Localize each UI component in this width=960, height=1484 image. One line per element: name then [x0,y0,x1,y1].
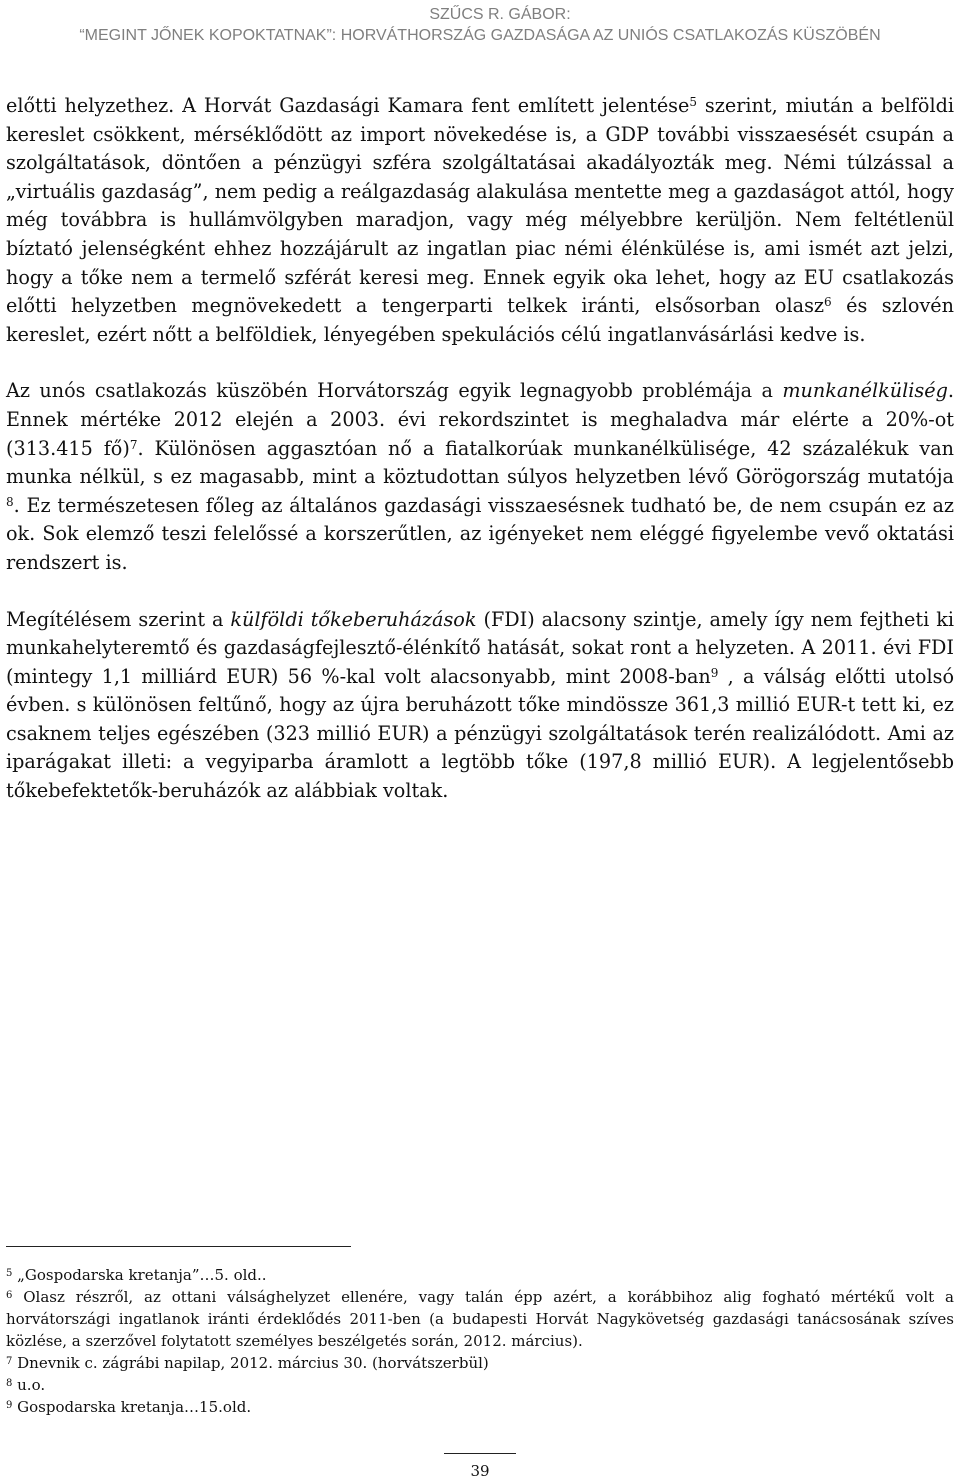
paragraph-1 [6,92,954,349]
paragraph-2 [6,377,954,577]
text-run: , a válság előtti utolsó évben. s különösen feltűnő, hogy az újra beruházott tőke mindössze 361,3 millió EUR-t tett ki, ez csaknem teljes egészében (323 millió EUR) a pénzügyi szolgáltatások terén realizálódott. Ami az iparágakat illeti: a vegyiparba áramlott a legtöbb tőke (197,8 millió EUR). A legjelentősebb tőkebefektetők-beruházók az alábbiak voltak. [6,664,954,803]
footnote-8 [6,1374,954,1396]
text-run: Az unós csatlakozás küszöbén Horvátország egyik legnagyobb problémája a [6,379,783,403]
emphasis: munkanélküliség [782,379,948,403]
footnote-text: Gospodarska kretanja…15.old. [12,1398,252,1416]
footnote-7 [6,1352,954,1374]
running-header [0,4,960,46]
footnote-ref-8: 8 [6,494,14,509]
text-run: szerint, miután a belföldi kereslet csökkent, mérséklődött az import növekedése is, a GDP további visszaesését csupán a szolgáltatások, döntően a pénzügyi szféra szolgáltatásai akadályozták meg. Némi túlzással a „virtuális gazdaság”, nem pedig a reálgazdaság alakulása mentette meg a gazdaságot attól, hogy még továbbra is hullámvölgyben maradjon, vagy még mélyebbre kerüljön. Nem feltétlenül bíztató jelenségként ehhez hozzájárult az ingatlan piac némi élénkülése is, ami ismét azt jelzi, hogy a tőke nem a termelő szférát keresi meg. Ennek egyik oka lehet, hogy az EU csatlakozás előtti helyzetben megnövekedett a tengerparti telkek iránti, elsősorban olasz [6,94,954,318]
text-run: . Különösen aggasztóan nő a fiatalkorúak munkanélkülisége, 42 százalékuk van munka nélkül, s ez magasabb, mint a köztudottan súlyos helyzetben lévő Görögország mutatója [6,436,954,489]
text-run: előtti helyzethez. A Horvát Gazdasági Kamara fent említett jelentése [6,94,690,117]
header-title: “MEGINT JŐNEK KOPOKTATNAK”: HORVÁTHORSZÁG GAZDASÁGA AZ UNIÓS CSATLAKOZÁS KÜSZÖBÉN [79,27,881,44]
text-run: Megítélésem szerint a [6,607,231,631]
page-number: 39 [444,1453,516,1482]
footnote-text: u.o. [12,1376,46,1394]
main-text [6,92,954,806]
footnote-ref-7: 7 [129,437,138,452]
header-author: SZŰCS R. GÁBOR: [429,6,571,23]
emphasis: külföldi tőkeberuházások [230,607,477,631]
footnote-ref-5: 5 [689,95,698,109]
footnotes [6,1264,954,1418]
footnote-number: 9 [6,1400,13,1411]
text-run: . Ez természetesen főleg az általános gazdasági visszaesésnek tudható be, de nem csupán ez az ok. Sok elemző teszi felelőssé a korszerűtlen, az igényeket nem eléggé figyelembe vevő oktatási rendszert is. [6,493,954,574]
footnote-number: 6 [6,1290,13,1301]
footnote-number: 7 [6,1356,13,1367]
footnote-text: Olasz részről, az ottani válsághelyzet ellenére, vagy talán épp azért, a korábbihoz alig fogható mértékű volt a horvátországi ingatlanok iránti érdeklődés 2011-ben (a budapesti Horvát Nagykövetség gazdasági tanácsosának szíves közlése, a szerzővel folytatott személyes beszélgetés során, 2012. március). [6,1288,954,1350]
footnote-text: Dnevnik c. zágrábi napilap, 2012. március 30. (horvátszerbül) [12,1354,489,1372]
footnote-text: „Gospodarska kretanja”…5. old.. [12,1266,267,1284]
paragraph-3 [6,606,954,806]
text-run: és szlovén kereslet, ezért nőtt a belföldiek, lényegében spekulációs célú ingatlanvásárlási kedve is. [6,294,954,346]
footnote-separator [6,1246,351,1247]
footnote-number: 8 [6,1378,13,1389]
footnote-ref-6: 6 [824,295,832,310]
footnote-ref-9: 9 [710,665,719,680]
footnote-6 [6,1286,954,1352]
text-run: . Ennek mértéke 2012 elején a 2003. évi rekordszintet is meghaladva már elérte a 20%-ot (313.415 fő) [6,379,954,460]
text-run: (FDI) alacsony szintje, amely így nem fejtheti ki munkahelyteremtő és gazdaságfejlesztő-élénkítő hatását, sokat ront a helyzeten. A 2011. évi FDI (mintegy 1,1 milliárd EUR) 56 %-kal volt alacsonyabb, mint 2008-ban [6,607,954,688]
footnote-5 [6,1264,954,1286]
footnote-9 [6,1396,954,1418]
footnote-number: 5 [6,1268,13,1279]
